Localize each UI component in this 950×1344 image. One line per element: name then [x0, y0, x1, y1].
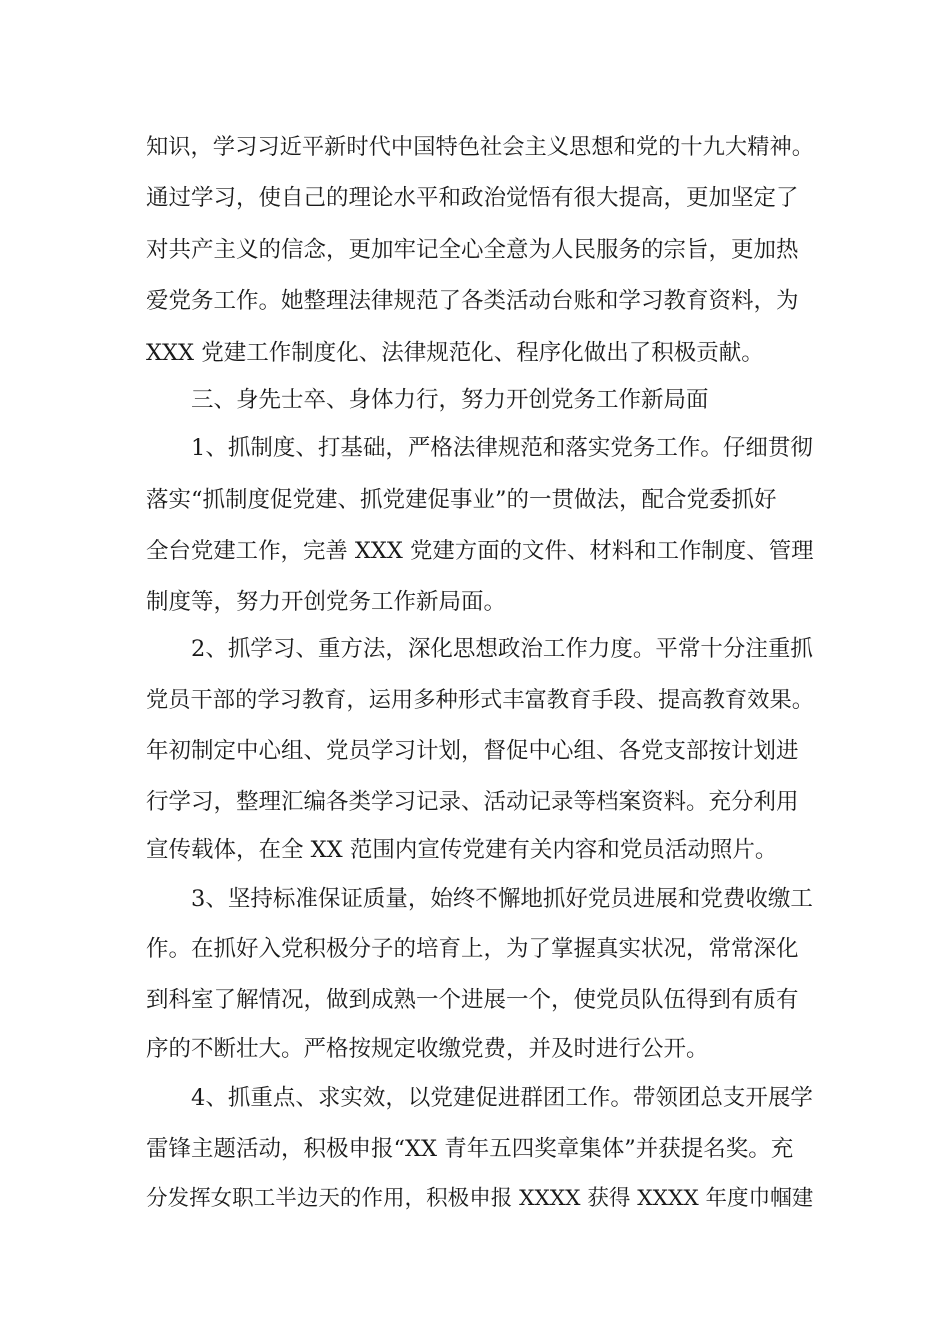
body-text-line: 知识，学习习近平新时代中国特色社会主义思想和党的十九大精神。	[146, 134, 814, 160]
body-text-line: XXX 党建工作制度化、法律规范化、程序化做出了积极贡献。	[146, 340, 764, 366]
body-text-line: 1、抓制度、打基础，严格法律规范和落实党务工作。仔细贯彻	[191, 435, 813, 461]
body-text-line: 通过学习，使自己的理论水平和政治觉悟有很大提高，更加坚定了	[146, 185, 799, 211]
body-text-line: 2、抓学习、重方法，深化思想政治工作力度。平常十分注重抓	[191, 636, 813, 662]
body-text-line: 4、抓重点、求实效，以党建促进群团工作。带领团总支开展学	[191, 1085, 813, 1111]
body-text-line: 宣传载体，在全 XX 范围内宣传党建有关内容和党员活动照片。	[146, 837, 778, 863]
body-text-line: 序的不断壮大。严格按规定收缴党费，并及时进行公开。	[146, 1036, 709, 1062]
body-text-line: 分发挥女职工半边天的作用，积极申报 XXXX 获得 XXXX 年度巾帼建	[146, 1186, 814, 1211]
section-heading: 三、身先士卒、身体力行，努力开创党务工作新局面	[191, 387, 709, 413]
body-text-line: 雷锋主题活动，积极申报“XX 青年五四奖章集体”并获提名奖。充	[146, 1136, 794, 1162]
body-text-line: 全台党建工作，完善 XXX 党建方面的文件、材料和工作制度、管理	[146, 538, 814, 564]
body-text-line: 对共产主义的信念，更加牢记全心全意为人民服务的宗旨，更加热	[146, 237, 799, 263]
body-text-line: 爱党务工作。她整理法律规范了各类活动台账和学习教育资料，为	[146, 288, 799, 314]
body-text-line: 作。在抓好入党积极分子的培育上，为了掌握真实状况，常常深化	[146, 936, 799, 962]
body-text-line: 年初制定中心组、党员学习计划，督促中心组、各党支部按计划进	[146, 738, 799, 764]
body-text-line: 3、坚持标准保证质量，始终不懈地抓好党员进展和党费收缴工	[191, 886, 813, 912]
body-text-line: 党员干部的学习教育，运用多种形式丰富教育手段、提高教育效果。	[146, 687, 814, 713]
body-text-line: 制度等，努力开创党务工作新局面。	[146, 589, 507, 615]
body-text-line: 落实“抓制度促党建、抓党建促事业”的一贯做法，配合党委抓好	[146, 487, 777, 513]
body-text-line: 行学习，整理汇编各类学习记录、活动记录等档案资料。充分利用	[146, 789, 799, 815]
body-text-line: 到科室了解情况，做到成熟一个进展一个，使党员队伍得到有质有	[146, 987, 799, 1013]
